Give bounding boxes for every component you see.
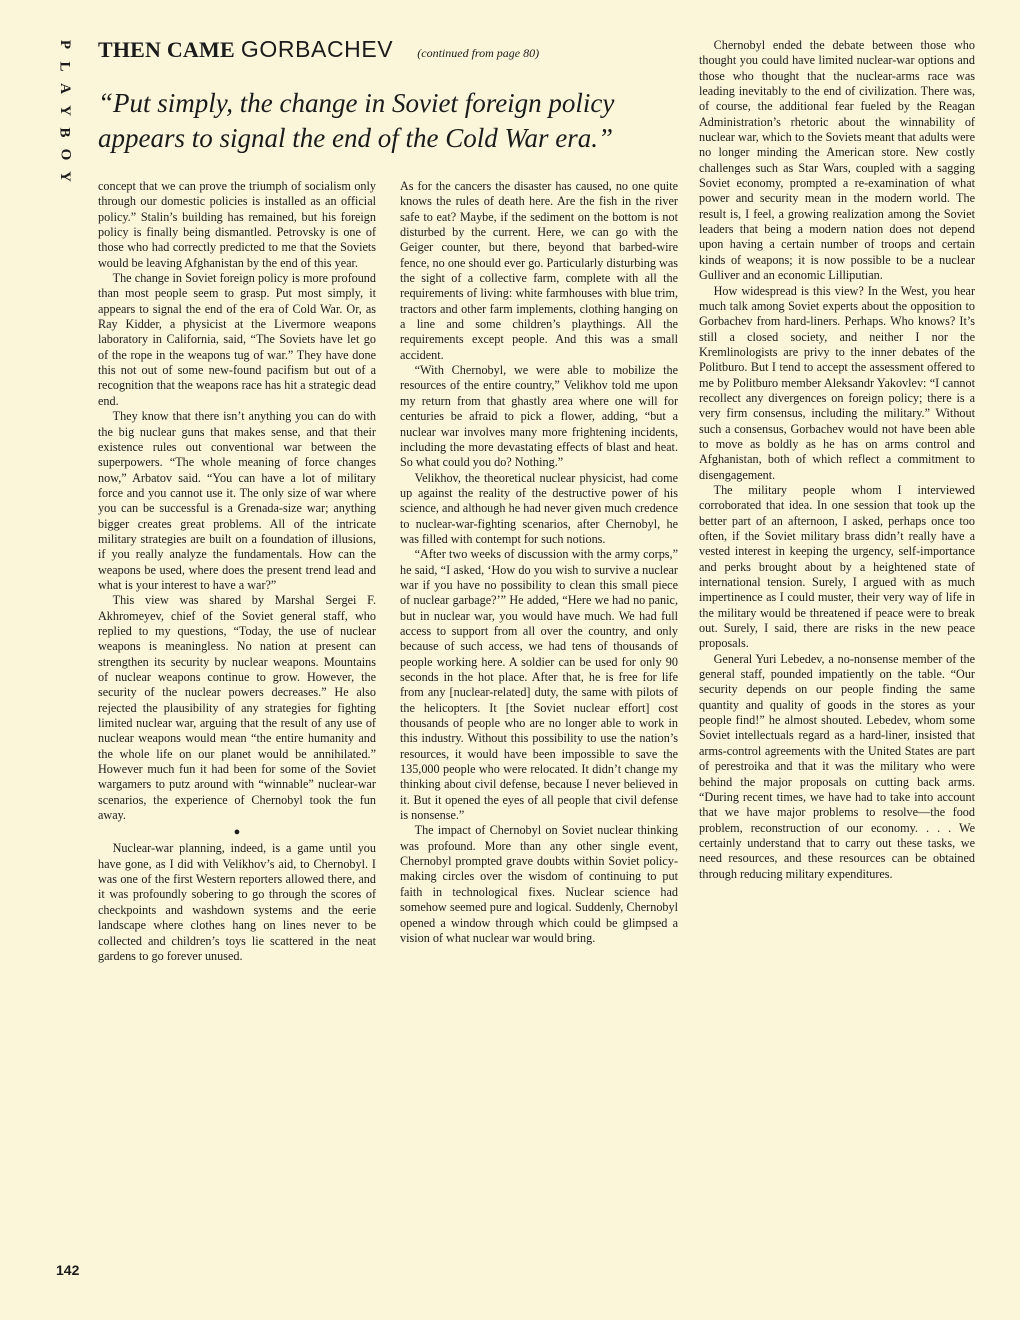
- article-title-bold: THEN CAME: [98, 37, 235, 62]
- paragraph: “After two weeks of discussion with the army corps,” he said, “I asked, ‘How do you wish to survive a nuclear war if you have no possibility to clean this small piece of nuclear garbage?’” He added, “Here we had no panic, but in nuclear war, you would have much. We had full access to support from all over the country, and only because of such access, we had tens of thousands of people working here. A soldier can be used for only 90 seconds in the hot place. After that, he is free for life from any [nuclear-related] duty, the same with pilots of the helicopters. It [the Soviet nuclear effort] cost thousands of people who are no longer able to work in this industry. Without this possibility to use the nation’s resources, it would have been impossible to save the 135,000 people who were relocated. It didn’t change my thinking about civil defense, because I never believed in it. But it opened the eyes of all people that civil defense is nonsense.”: [400, 547, 678, 823]
- paragraph: Velikhov, the theoretical nuclear physicist, had come up against the reality of the destructive power of his science, and although he had never given much credence to nuclear-war-fighting scenarios, after Chernobyl, he was filled with contempt for such notions.: [400, 470, 678, 546]
- paragraph: Nuclear-war planning, indeed, is a game until you have gone, as I did with Velikhov’s aid, to Chernobyl. I was one of the first Western reporters allowed there, and it was profoundly sobering to go through the scores of checkpoints and washdown systems and the eerie landscape where clothes hang on lines never to be collected and children’s toys lie scattered in the neat gardens to go forever unused.: [98, 841, 376, 963]
- text-column-3: [699, 38, 975, 882]
- paragraph: Chernobyl ended the debate between those who thought you could have limited nuclear-war options and those who thought that the nuclear-arms race was leading inevitably to the end of civilization. There was, of course, the additional fear fueled by the Reagan Administration’s rhetoric about the winnability of nuclear war, which to the Soviets meant that adults were no longer minding the American store. New costly challenges such as Star Wars, coupled with a sagging Soviet economy, prompted a re-examination of what power and security mean in the modern world. The result is, I feel, a growing realization among the Soviet leaders that being a modern nation does not depend upon having a certain number of troops and certain kinds of weapons; it is now possible to be a nuclear Gulliver and an economic Lilliputian.: [699, 38, 975, 283]
- page-number: 142: [56, 1262, 80, 1278]
- mast-letter: Y: [57, 105, 73, 117]
- magazine-name-vertical: [52, 34, 78, 188]
- text-column-1: [98, 179, 376, 964]
- pull-quote: “Put simply, the change in Soviet foreign policy appears to signal the end of the Cold War era.”: [98, 88, 615, 153]
- paragraph: “With Chernobyl, we were able to mobilize the resources of the entire country,” Velikhov told me upon my return from that ghastly area where one will for centuries be afraid to pick a flower, adding, “but a nuclear war involves many more frightening incidents, including the more devastating effects of blast and heat. So what could you do? Nothing.”: [400, 363, 678, 470]
- paragraph: The military people whom I interviewed corroborated that idea. In one session that took up the better part of an afternoon, I asked, perhaps once too often, if the Soviet military brass didn’t really have a vested interest in keeping the urgency, self-importance and perks brought about by a heightened state of international tension. Surely, I argued with as much impertinence as I could muster, their very way of life in the military would be threatened if peace were to break out. Surely, I said, there are risks in the new peace proposals.: [699, 482, 975, 651]
- section-break-bullet: ●: [233, 826, 241, 839]
- paragraph: The impact of Chernobyl on Soviet nuclear thinking was profound. More than any other single event, Chernobyl prompted grave doubts within Soviet policy-making circles over the wisdom of continuing to put faith in technological fixes. Nuclear science had somehow seemed pure and logical. Suddenly, Chernobyl opened a window through which could be glimpsed a vision of what nuclear war would bring.: [400, 823, 678, 945]
- article-title-light: GORBACHEV: [240, 36, 394, 62]
- paragraph: How widespread is this view? In the West, you hear much talk among Soviet experts about the opposition to Gorbachev from hard-liners. Perhaps. Who knows? It’s still a closed society, and neither I nor the Kremlinologists are privy to the inner debates of the Politburo. But I tend to accept the assessment offered to me by Politburo member Aleksandr Yakovlev: “I cannot recollect any divergences on foreign policy; there is a very firm consensus, including the military.” Without such a consensus, Gorbachev would not have been able to move as boldly as he has on arms control and Afghanistan, both of which reflect a commitment to disengagement.: [699, 283, 975, 482]
- paragraph: concept that we can prove the triumph of socialism only through our domestic policies is installed as an official policy.” Stalin’s building has remained, but his foreign policy is finally being dismantled. Petrovsky is one of those who had correctly predicted to me that the Soviets would be leaving Afghanistan by the end of this year.: [98, 179, 376, 270]
- mast-letter: P: [56, 39, 73, 51]
- continued-note: (continued from page 80): [417, 46, 540, 60]
- mast-letter: Y: [57, 171, 73, 183]
- mast-letter: O: [56, 148, 73, 162]
- paragraph: General Yuri Lebedev, a no-nonsense member of the general staff, pounded impatiently on the table. “Our security depends on our people finding the same quantity and quality of goods in the stores as your people find!” he almost shouted. Lebedev, whom some Soviet intellectuals regard as a hard-liner, insisted that arms-control agreements with the United States are part of perestroika and that it was the military who were behind the major proposals on cutting back arms. “During recent times, we have had to take into account that we have major problems to resolve—the food problem, reconstruction of our economy. . . . We certainly understand that to carry out these tasks, we need resources, and these resources can be obtained through reducing military expenditures.: [699, 651, 975, 881]
- paragraph: As for the cancers the disaster has caused, no one quite knows the rules of death here. Are the fish in the river safe to eat? Maybe, if the sediment on the bottom is not disturbed by the current. Here, we can go with the Geiger counter, but there, beyond that barbed-wire fence, no one should ever go. Particularly disturbing was the sight of a collective farm, complete with all the requirements of living: white farmhouses with blue trim, tractors and other farm implements, clothing hanging on a line and some children’s playthings. All the requirements except people. And this was a small accident.: [400, 179, 678, 362]
- paragraph: They know that there isn’t anything you can do with the big nuclear guns that makes sense, and that their existence rules out conventional war between the superpowers. “The whole meaning of force changes now,” Arbatov said. “You can have a lot of military force and you cannot use it. The only size of war where you can be successful is a Grenada-size war; anything bigger creates great problems. All of the intricate military strategies are built on a foundation of illusions, if you really analyze the fundamentals. How can the weapons be used, where does the present trend lead and what is your interest to have a war?”: [98, 409, 376, 592]
- paragraph: The change in Soviet foreign policy is more profound than most people seem to grasp. Put most simply, it appears to signal the end of the era of Cold War. Or, as Ray Kidder, a physicist at the Livermore weapons laboratory in California, said, “The Soviets have let go of the rope in the weapons tug of war.” They have done this not out of some new-found pacifism but out of a recognition that the weapons race has hit a strategic dead end.: [98, 271, 376, 408]
- mast-letter: A: [57, 83, 73, 95]
- text-column-2: [400, 179, 678, 946]
- mast-letter: B: [56, 127, 73, 139]
- mast-letter: L: [56, 61, 73, 73]
- article-header: [98, 36, 688, 63]
- paragraph: This view was shared by Marshal Sergei F. Akhromeyev, chief of the Soviet general staff, who replied to my questions, “Today, the use of nuclear weapons is meaningless. No nation at present can strengthen its security by nuclear weapons. Mountains of nuclear weapons continue to grow. However, the security of the nuclear powers decreases.” He also rejected the plausibility of any strategies for fighting limited nuclear war, arguing that the result of any use of nuclear weapons would mean “the entire humanity and the whole life on our planet would be annihilated.” However much fun it had been for some of the Soviet wargamers to putz around with “winnable” nuclear-war scenarios, the experience of Chernobyl took the fun away.: [98, 593, 376, 823]
